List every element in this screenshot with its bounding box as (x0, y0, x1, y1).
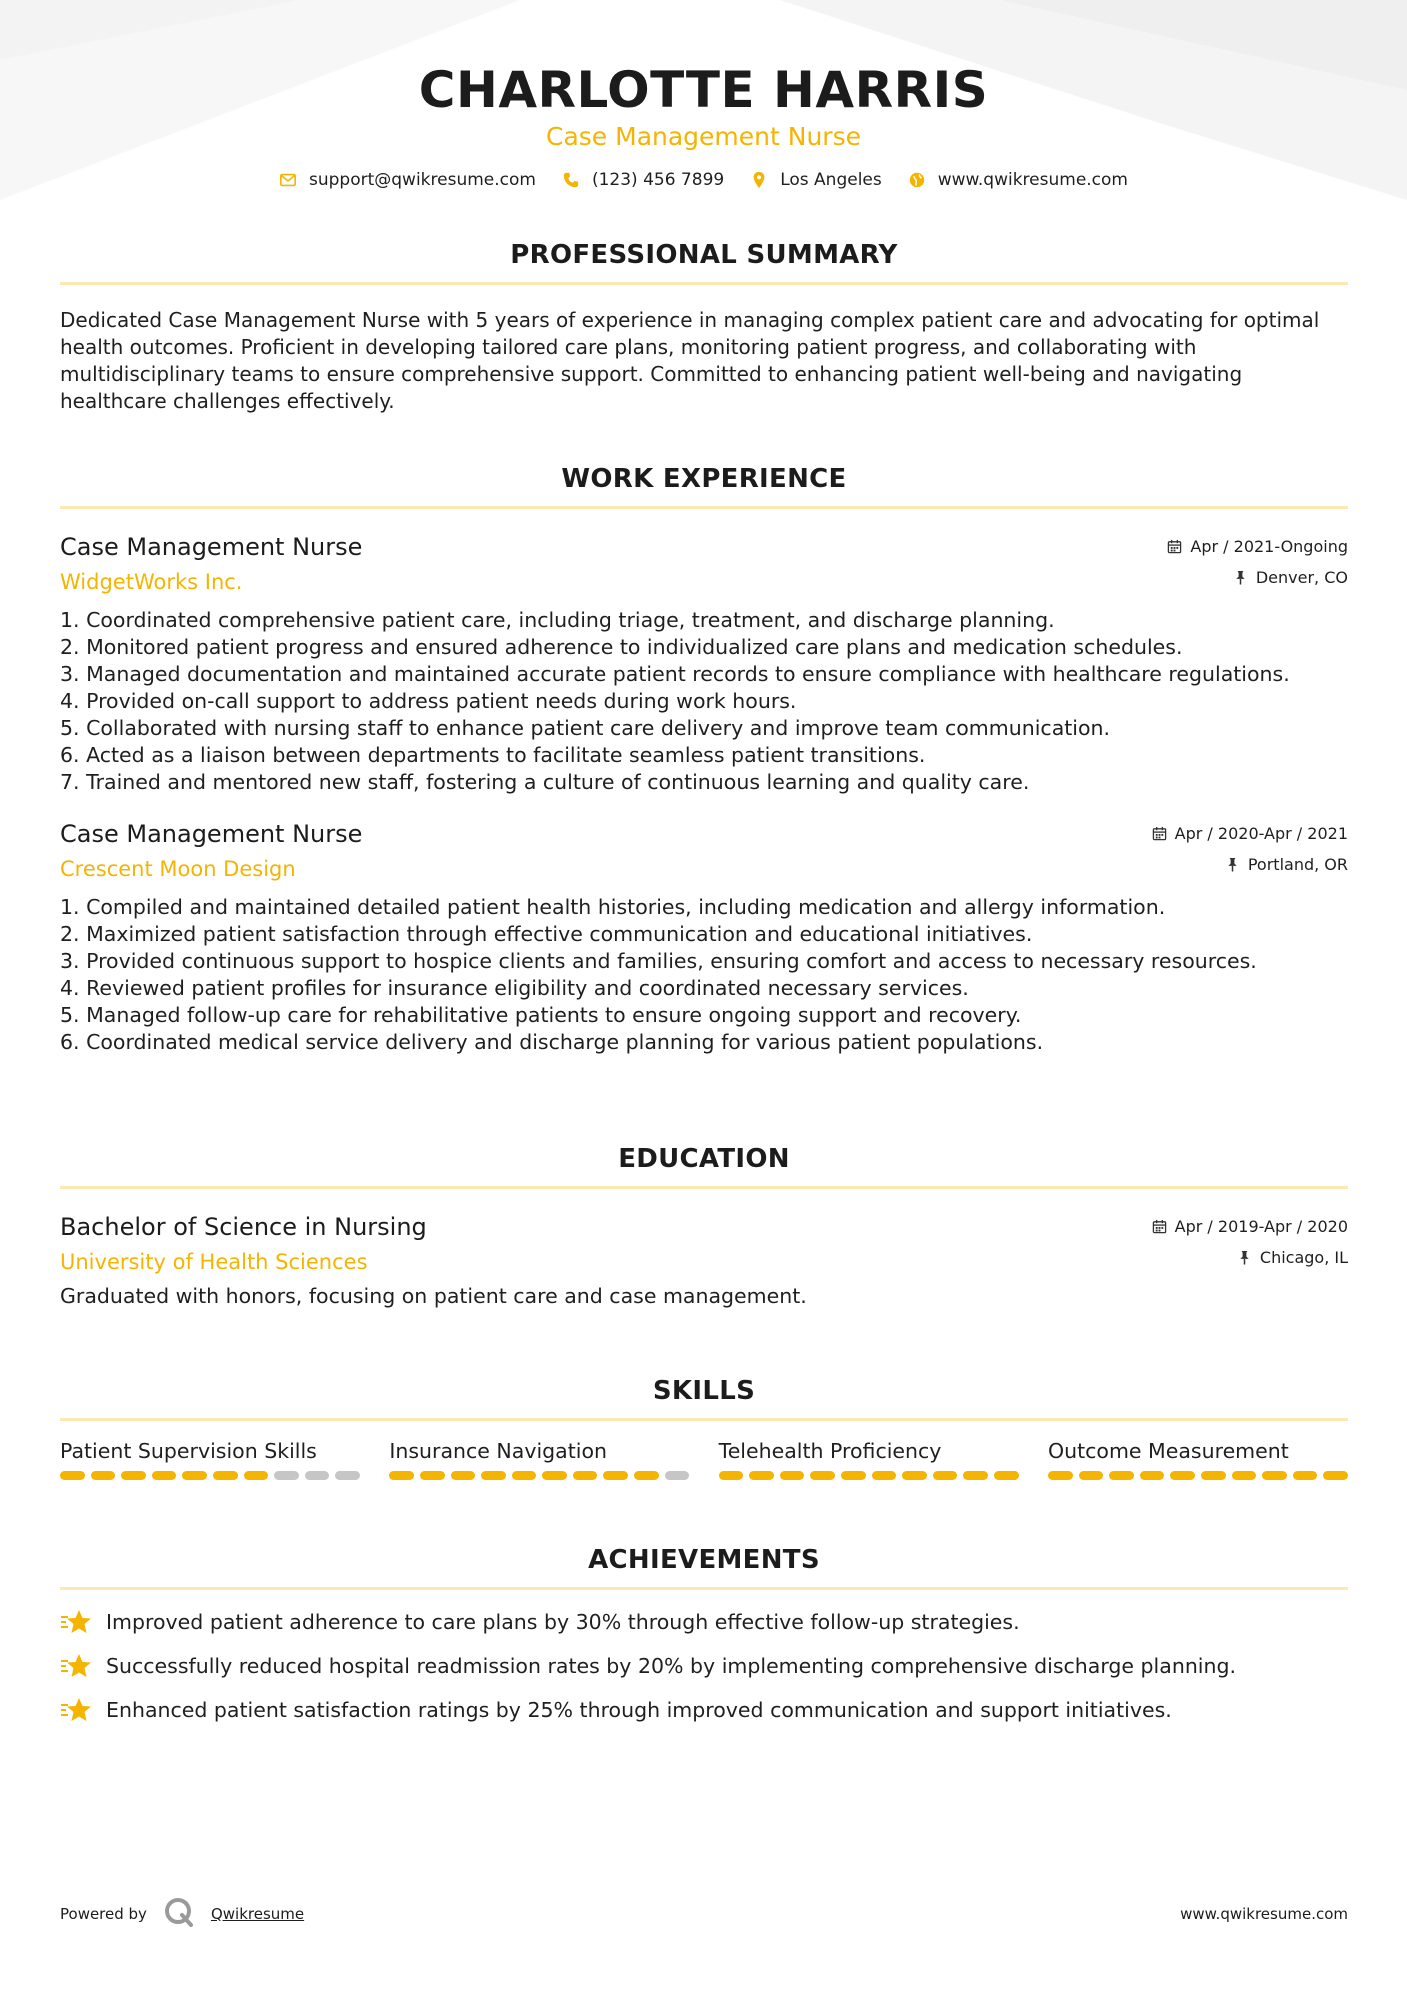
job-location-text: Portland, OR (1247, 855, 1348, 874)
skill-level-segment (780, 1471, 805, 1480)
job-dates (1167, 537, 1348, 556)
skill-level-segment (1048, 1471, 1073, 1480)
map-pin-icon (750, 171, 768, 189)
skill-level-segment (1323, 1471, 1348, 1480)
contact-phone[interactable] (562, 170, 724, 190)
skill-level-segment (634, 1471, 659, 1480)
contact-bar (0, 170, 1407, 190)
job-location-text: Denver, CO (1255, 568, 1348, 587)
skill-level-segment (1079, 1471, 1104, 1480)
skill-level-segment (121, 1471, 146, 1480)
experience-section (60, 462, 1348, 1056)
education-dates (1152, 1217, 1348, 1236)
job-bullet: 5. Managed follow-up care for rehabilitative patients to ensure ongoing support and recovery. (60, 1003, 1022, 1027)
skill-level-segment (1262, 1471, 1287, 1480)
skill-level-segment (1170, 1471, 1195, 1480)
pushpin-icon (1233, 570, 1248, 585)
achievement-item (60, 1608, 1348, 1636)
star-icon (60, 1652, 92, 1680)
skill-level-segment (542, 1471, 567, 1480)
skill-level-segment (1109, 1471, 1134, 1480)
job-company: WidgetWorks Inc. (60, 570, 243, 594)
job-dates (1152, 824, 1348, 843)
skill-level-segment (305, 1471, 330, 1480)
skill-item (719, 1437, 1019, 1480)
job-meta (1152, 824, 1348, 874)
job-entry (60, 818, 1348, 1056)
skill-name: Telehealth Proficiency (718, 1439, 942, 1463)
skill-level-bar (719, 1471, 1019, 1480)
job-bullet: 7. Trained and mentored new staff, fostering a culture of continuous learning and quality care. (60, 770, 1030, 794)
job-company: Crescent Moon Design (60, 857, 296, 881)
star-icon (60, 1696, 92, 1724)
education-location (1237, 1248, 1348, 1267)
powered-by-label: Powered by (60, 1905, 147, 1923)
skill-item (60, 1437, 360, 1480)
skill-level-bar (60, 1471, 360, 1480)
summary-section (60, 238, 1348, 415)
skill-level-segment (719, 1471, 744, 1480)
skill-level-segment (274, 1471, 299, 1480)
skill-level-segment (1140, 1471, 1165, 1480)
job-bullet: 5. Collaborated with nursing staff to enhance patient care delivery and improve team communication. (60, 716, 1111, 740)
contact-location (750, 170, 882, 190)
skill-level-segment (573, 1471, 598, 1480)
job-meta (1167, 537, 1348, 587)
job-entry (60, 531, 1348, 796)
school-name: University of Health Sciences (60, 1250, 368, 1274)
achievement-text: Improved patient adherence to care plans by 30% through effective follow-up strategies. (106, 1610, 1020, 1634)
skill-name: Insurance Navigation (389, 1439, 607, 1463)
resume-header (0, 60, 1407, 190)
achievement-item (60, 1696, 1348, 1724)
skill-name: Patient Supervision Skills (60, 1439, 317, 1463)
skill-level-segment (182, 1471, 207, 1480)
globe-icon (908, 171, 926, 189)
job-bullets (60, 607, 1348, 796)
skill-level-segment (335, 1471, 360, 1480)
skill-level-segment (60, 1471, 85, 1480)
degree-title: Bachelor of Science in Nursing (60, 1213, 427, 1241)
skills-heading: SKILLS (652, 1376, 756, 1406)
job-bullets (60, 894, 1348, 1056)
phone-text: (123) 456 7899 (591, 170, 725, 190)
job-bullet: 6. Coordinated medical service delivery and discharge planning for various patient populations. (60, 1030, 1044, 1054)
skill-level-segment (1293, 1471, 1318, 1480)
skill-level-segment (512, 1471, 537, 1480)
skill-level-segment (749, 1471, 774, 1480)
skill-level-bar (1048, 1471, 1348, 1480)
job-bullet: 4. Reviewed patient profiles for insurance eligibility and coordinated necessary services. (60, 976, 969, 1000)
section-divider (60, 282, 1348, 285)
website-text: www.qwikresume.com (937, 170, 1128, 190)
achievements-heading: ACHIEVEMENTS (588, 1545, 820, 1575)
skill-name: Outcome Measurement (1047, 1439, 1289, 1463)
skill-level-segment (872, 1471, 897, 1480)
education-meta (1152, 1217, 1348, 1267)
skill-level-segment (152, 1471, 177, 1480)
qwikresume-link[interactable]: Qwikresume (210, 1905, 305, 1923)
skill-level-segment (902, 1471, 927, 1480)
job-bullet: 1. Coordinated comprehensive patient care, including triage, treatment, and discharge planning. (60, 608, 1055, 632)
skill-level-segment (1201, 1471, 1226, 1480)
location-text: Los Angeles (780, 170, 882, 190)
candidate-name: CHARLOTTE HARRIS (418, 61, 989, 119)
skill-level-segment (481, 1471, 506, 1480)
job-dates-text: Apr / 2020-Apr / 2021 (1174, 824, 1348, 843)
skill-level-segment (91, 1471, 116, 1480)
section-divider (60, 1186, 1348, 1189)
summary-text: Dedicated Case Management Nurse with 5 years of experience in managing complex patient care and advocating for optimal health outcomes. Proficient in developing tailored care plans, monitoring patient progress, and collaborating with multidisciplinary teams to ensure comprehensive support. Committed to enhancing patient well-being and navigating healthcare challenges effectively. (60, 308, 1320, 413)
pushpin-icon (1237, 1250, 1252, 1265)
job-bullet: 2. Monitored patient progress and ensured adherence to individualized care plans and medication schedules. (60, 635, 1183, 659)
skill-level-segment (389, 1471, 414, 1480)
page-footer (60, 1896, 1348, 1932)
skill-level-segment (841, 1471, 866, 1480)
job-dates-text: Apr / 2021-Ongoing (1190, 537, 1348, 556)
education-dates-text: Apr / 2019-Apr / 2020 (1174, 1217, 1348, 1236)
job-bullet: 2. Maximized patient satisfaction through effective communication and educational initiatives. (60, 922, 1033, 946)
skills-section (60, 1374, 1348, 1480)
skill-level-segment (810, 1471, 835, 1480)
envelope-icon (279, 171, 297, 189)
job-bullet: 3. Managed documentation and maintained accurate patient records to ensure compliance with healthcare regulations. (60, 662, 1290, 686)
achievement-text: Successfully reduced hospital readmission rates by 20% by implementing comprehensive discharge planning. (106, 1654, 1237, 1678)
contact-email[interactable] (279, 170, 536, 190)
job-bullet: 4. Provided on-call support to address patient needs during work hours. (60, 689, 797, 713)
skill-level-segment (963, 1471, 988, 1480)
section-divider (60, 506, 1348, 509)
skill-level-bar (389, 1471, 689, 1480)
skill-level-segment (420, 1471, 445, 1480)
summary-heading: PROFESSIONAL SUMMARY (510, 240, 898, 270)
powered-by (60, 1896, 304, 1932)
achievements-section (60, 1543, 1348, 1740)
candidate-role: Case Management Nurse (546, 122, 861, 151)
job-bullet: 1. Compiled and maintained detailed patient health histories, including medication and allergy information. (60, 895, 1166, 919)
calendar-icon (1167, 539, 1182, 554)
email-text: support@qwikresume.com (309, 170, 536, 190)
achievement-text: Enhanced patient satisfaction ratings by 25% through improved communication and support initiatives. (106, 1698, 1172, 1722)
job-bullet: 3. Provided continuous support to hospice clients and families, ensuring comfort and access to necessary resources. (60, 949, 1257, 973)
calendar-icon (1152, 1219, 1167, 1234)
skill-level-segment (603, 1471, 628, 1480)
experience-heading: WORK EXPERIENCE (561, 464, 847, 494)
education-heading: EDUCATION (618, 1144, 790, 1174)
skill-level-segment (665, 1471, 690, 1480)
job-title: Case Management Nurse (60, 820, 363, 848)
skills-grid (60, 1437, 1348, 1480)
education-section (60, 1142, 1348, 1310)
calendar-icon (1152, 826, 1167, 841)
achievement-item (60, 1652, 1348, 1680)
skill-level-segment (213, 1471, 238, 1480)
pushpin-icon (1225, 857, 1240, 872)
achievements-list (60, 1608, 1348, 1724)
phone-icon (562, 171, 580, 189)
section-divider (60, 1587, 1348, 1590)
skill-item (1048, 1437, 1348, 1480)
skill-level-segment (1232, 1471, 1257, 1480)
education-location-text: Chicago, IL (1259, 1248, 1348, 1267)
skill-level-segment (451, 1471, 476, 1480)
contact-website[interactable] (908, 170, 1128, 190)
job-bullet: 6. Acted as a liaison between departments to facilitate seamless patient transitions. (60, 743, 926, 767)
skill-level-segment (994, 1471, 1019, 1480)
skill-level-segment (933, 1471, 958, 1480)
qwikresume-logo-icon (163, 1896, 195, 1932)
job-location (1233, 568, 1348, 587)
education-entry (60, 1211, 1348, 1310)
job-location (1225, 855, 1348, 874)
section-divider (60, 1418, 1348, 1421)
footer-website[interactable]: www.qwikresume.com (1180, 1905, 1348, 1923)
skill-item (389, 1437, 689, 1480)
education-description: Graduated with honors, focusing on patient care and case management. (60, 1284, 807, 1308)
skill-level-segment (244, 1471, 269, 1480)
job-title: Case Management Nurse (60, 533, 363, 561)
star-icon (60, 1608, 92, 1636)
